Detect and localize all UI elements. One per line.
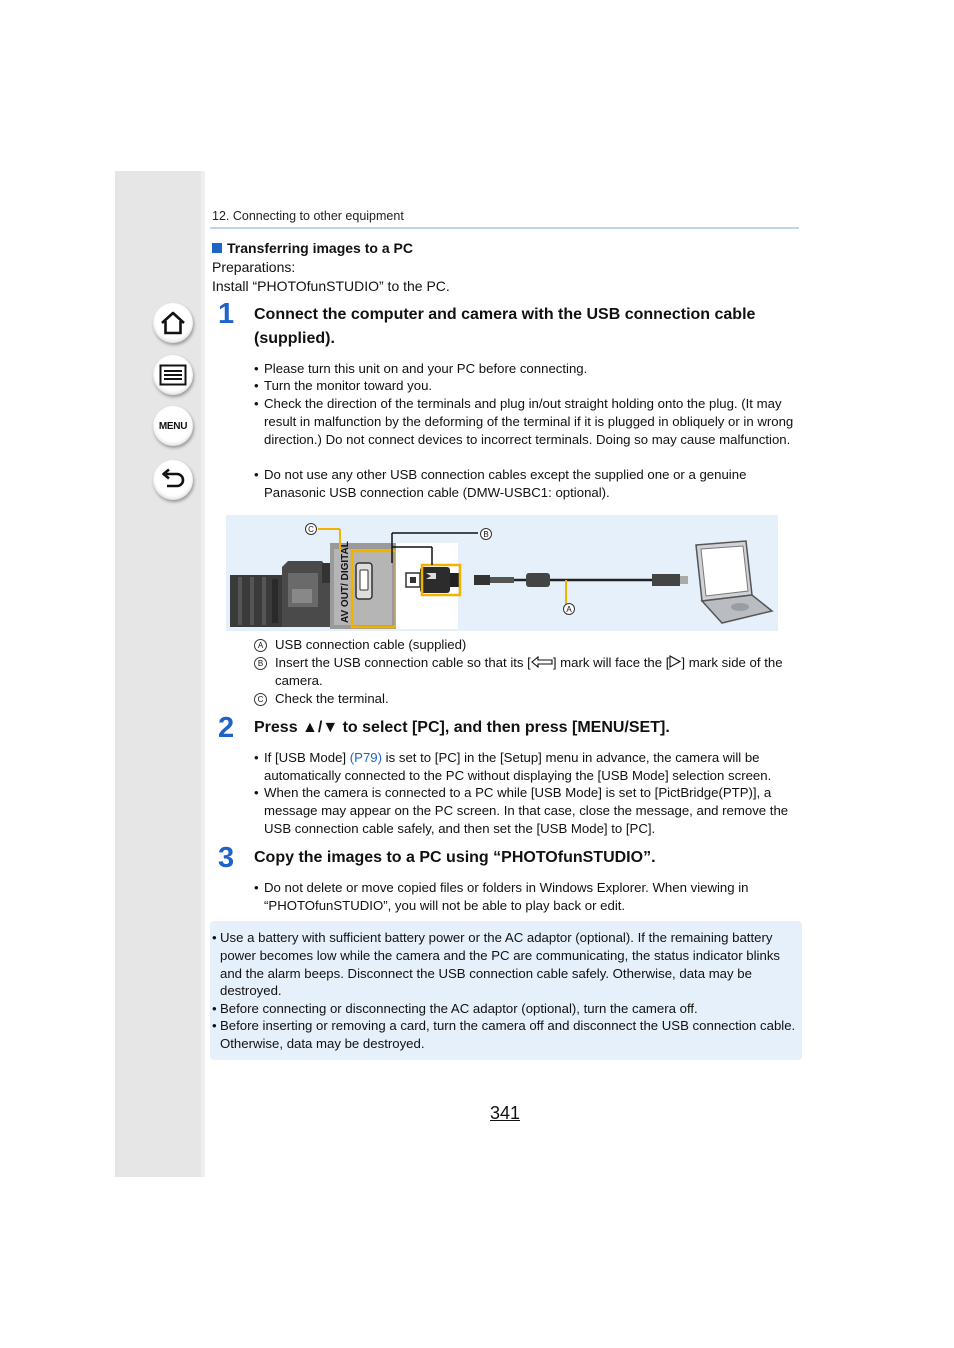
caution-notes <box>210 921 802 1060</box>
laptop-illustration <box>696 541 772 623</box>
breadcrumb-divider <box>210 227 799 229</box>
step-1-bullet: • Turn the monitor toward you. <box>254 378 433 393</box>
contents-button[interactable] <box>153 355 193 395</box>
usb-connection-illustration <box>226 515 778 631</box>
usb-connection-figure <box>226 515 778 631</box>
step-1-bullet: • Do not use any other USB connection cables except the supplied one or a genuine Panasonic USB connection cable (DMW-USBC1: optional). <box>254 467 747 500</box>
step-2-bullet: • If [USB Mode] (P79) is set to [PC] in the [Setup] menu in advance, the camera will be automatically connected to the PC without displaying the [USB Mode] selection screen. <box>254 750 772 783</box>
svg-text:B: B <box>483 530 489 539</box>
section-title-text: Transferring images to a PC <box>227 240 413 256</box>
sidebar-edge <box>201 171 205 1177</box>
caption-a: A USB connection cable (supplied) <box>254 636 799 654</box>
page-link-p79[interactable]: (P79) <box>349 750 383 765</box>
svg-text:A: A <box>566 605 572 614</box>
home-icon <box>160 311 186 335</box>
svg-text:C: C <box>308 525 314 534</box>
terminal-label: AV OUT/ DIGITAL <box>340 541 351 623</box>
step-3-bullet: • Do not delete or move copied files or folders in Windows Explorer. When viewing in “PHOTOfunSTUDIO”, you will not be able to play back or edit. <box>254 880 749 913</box>
menu-icon: MENU <box>158 420 188 432</box>
caption-b: B Insert the USB connection cable so that its [ ] mark will face the [ ] mark side of the camera. <box>254 654 799 690</box>
back-button[interactable] <box>153 460 193 500</box>
arrow-left-outline-icon <box>531 656 553 668</box>
caution-note: • Before connecting or disconnecting the AC adaptor (optional), turn the camera off. <box>212 1001 698 1016</box>
back-icon <box>160 468 186 492</box>
step-3-heading: Copy the images to a PC using “PHOTOfunSTUDIO”. <box>254 849 656 866</box>
preparations-label: Preparations: <box>212 259 296 275</box>
triangle-right-icon <box>669 655 681 668</box>
section-title <box>212 240 413 256</box>
menu-button[interactable] <box>153 406 193 446</box>
breadcrumb: 12. Connecting to other equipment <box>212 209 404 223</box>
step-2-heading: Press ▲/▼ to select [PC], and then press [MENU/SET]. <box>254 719 670 736</box>
step-1-heading: Connect the computer and camera with the USB connection cable (supplied). <box>254 306 756 347</box>
step-1-number: 1 <box>218 298 235 330</box>
preparations-text: Install “PHOTOfunSTUDIO” to the PC. <box>212 278 450 294</box>
home-button[interactable] <box>153 303 193 343</box>
ferrite-core <box>526 573 550 587</box>
page-number: 341 <box>490 1103 521 1123</box>
step-3-number: 3 <box>218 842 235 874</box>
step-1-bullet: • Please turn this unit on and your PC before connecting. <box>254 361 588 376</box>
caution-note: • Before inserting or removing a card, turn the camera off and disconnect the USB connection cable. Otherwise, data may be destroyed. <box>212 1018 796 1051</box>
caption-c: C Check the terminal. <box>254 690 799 708</box>
usb-plug <box>420 567 450 593</box>
step-2-number: 2 <box>218 712 235 744</box>
square-bullet-icon <box>212 243 222 253</box>
caution-note: • Use a battery with sufficient battery power or the AC adaptor (optional). If the remaining battery power becomes low while the camera and the PC are communicating, the status indicator blinks and the alarm beeps. Disconnect the USB connection cable safely. Otherwise, data may be destroyed. <box>212 930 781 999</box>
contents-list-icon <box>159 364 187 386</box>
step-1-bullet: • Check the direction of the terminals and plug in/out straight holding onto the plug. (It may result in malfunction by the deforming of the terminal if it is plugged in obliquely or in wrong direction.) Do not connect devices to incorrect terminals. Doing so may cause malfunction. <box>254 396 794 447</box>
step-2-bullet: • When the camera is connected to a PC while [USB Mode] is set to [PictBridge(PTP)], a message may appear on the PC screen. In that case, close the message, and remove the USB connection cable safely, and then set the [USB Mode] to [PC]. <box>254 785 789 836</box>
